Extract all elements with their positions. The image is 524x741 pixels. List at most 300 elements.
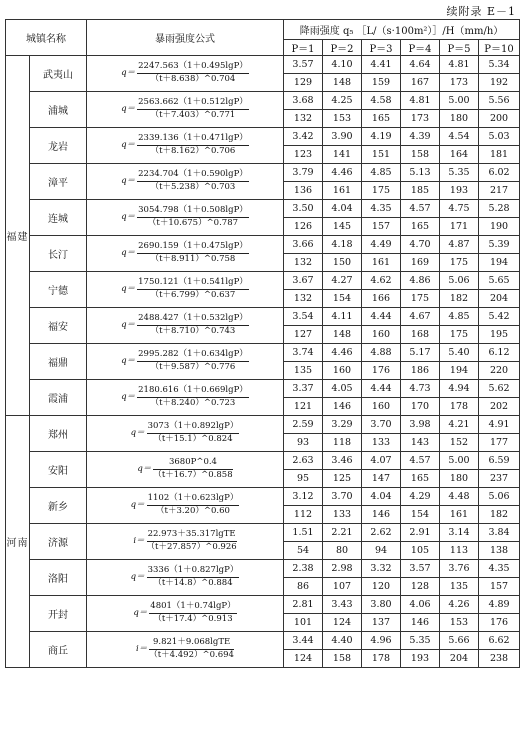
formula-lhs: q＝ xyxy=(130,499,145,510)
formula-denominator: （t＋3.20）^0.60 xyxy=(156,506,230,516)
formula-numerator: 1102（1＋0.623lgP） xyxy=(147,494,240,506)
intensity-h-cell: 160 xyxy=(362,326,401,344)
intensity-q-cell: 6.12 xyxy=(479,344,520,362)
formula-fraction xyxy=(137,314,249,337)
intensity-h-cell: 132 xyxy=(284,254,323,272)
intensity-q-cell: 4.35 xyxy=(479,560,520,578)
intensity-q-cell: 5.62 xyxy=(479,380,520,398)
formula-cell xyxy=(87,452,284,488)
intensity-q-cell: 4.73 xyxy=(401,380,440,398)
formula-denominator: （t＋6.799）^0.637 xyxy=(150,290,236,300)
intensity-q-cell: 5.28 xyxy=(479,200,520,218)
intensity-h-cell: 133 xyxy=(362,434,401,452)
intensity-q-cell: 4.88 xyxy=(362,344,401,362)
intensity-q-cell: 5.40 xyxy=(440,344,479,362)
intensity-h-cell: 157 xyxy=(479,578,520,596)
intensity-h-cell: 160 xyxy=(323,362,362,380)
province-cell: 河南 xyxy=(6,416,30,668)
intensity-q-cell: 3.42 xyxy=(284,128,323,146)
intensity-h-cell: 135 xyxy=(440,578,479,596)
formula-numerator: 2234.704（1＋0.590lgP） xyxy=(137,170,249,182)
intensity-h-cell: 175 xyxy=(362,182,401,200)
formula-lhs: q＝ xyxy=(121,211,136,222)
intensity-q-cell: 5.42 xyxy=(479,308,520,326)
intensity-q-cell: 4.18 xyxy=(323,236,362,254)
formula-cell xyxy=(87,92,284,128)
formula-cell xyxy=(87,416,284,452)
intensity-h-cell: 127 xyxy=(284,326,323,344)
intensity-q-cell: 4.46 xyxy=(323,164,362,182)
intensity-q-cell: 4.39 xyxy=(401,128,440,146)
intensity-h-cell: 138 xyxy=(479,542,520,560)
intensity-q-cell: 4.75 xyxy=(440,200,479,218)
intensity-h-cell: 128 xyxy=(401,578,440,596)
table-row xyxy=(6,452,520,470)
table-row xyxy=(6,524,520,542)
intensity-q-cell: 2.81 xyxy=(284,596,323,614)
intensity-q-cell: 3.80 xyxy=(362,596,401,614)
intensity-h-cell: 150 xyxy=(323,254,362,272)
city-name: 漳平 xyxy=(30,164,87,200)
intensity-h-cell: 204 xyxy=(479,290,520,308)
formula-numerator: 2488.427（1＋0.532lgP） xyxy=(137,314,249,326)
intensity-h-cell: 153 xyxy=(323,110,362,128)
formula-cell xyxy=(87,344,284,380)
formula-lhs: q＝ xyxy=(121,391,136,402)
formula-denominator: （t＋10.675）^0.787 xyxy=(147,218,239,228)
intensity-h-cell: 132 xyxy=(284,110,323,128)
city-name: 商丘 xyxy=(30,632,87,668)
intensity-h-cell: 141 xyxy=(323,146,362,164)
intensity-q-cell: 4.85 xyxy=(440,308,479,326)
intensity-h-cell: 133 xyxy=(323,506,362,524)
intensity-q-cell: 4.04 xyxy=(323,200,362,218)
intensity-h-cell: 193 xyxy=(440,182,479,200)
formula-lhs: q＝ xyxy=(137,463,152,474)
formula-fraction xyxy=(137,134,249,157)
intensity-q-cell: 3.74 xyxy=(284,344,323,362)
city-name: 开封 xyxy=(30,596,87,632)
formula-numerator: 3054.798（1＋0.508lgP） xyxy=(137,206,249,218)
intensity-h-cell: 118 xyxy=(323,434,362,452)
intensity-h-cell: 137 xyxy=(362,614,401,632)
formula-lhs: i＝ xyxy=(136,643,148,654)
table-row xyxy=(6,380,520,398)
intensity-h-cell: 195 xyxy=(479,326,520,344)
intensity-q-cell: 4.58 xyxy=(362,92,401,110)
intensity-h-cell: 161 xyxy=(362,254,401,272)
header-intensity: 降雨强度 q₅ ［L/（s·100m²）］/H（mm/h） xyxy=(284,20,520,40)
intensity-h-cell: 164 xyxy=(440,146,479,164)
intensity-h-cell: 126 xyxy=(284,218,323,236)
intensity-q-cell: 2.62 xyxy=(362,524,401,542)
formula-numerator: 2339.136（1＋0.471lgP） xyxy=(137,134,249,146)
intensity-h-cell: 177 xyxy=(479,434,520,452)
intensity-h-cell: 132 xyxy=(284,290,323,308)
intensity-q-cell: 4.89 xyxy=(479,596,520,614)
intensity-q-cell: 4.25 xyxy=(323,92,362,110)
city-name: 洛阳 xyxy=(30,560,87,596)
intensity-q-cell: 4.48 xyxy=(440,488,479,506)
city-name: 浦城 xyxy=(30,92,87,128)
rainfall-intensity-table xyxy=(5,19,520,668)
intensity-q-cell: 3.68 xyxy=(284,92,323,110)
formula-fraction xyxy=(147,566,240,589)
intensity-q-cell: 4.21 xyxy=(440,416,479,434)
intensity-h-cell: 169 xyxy=(401,254,440,272)
formula-denominator: （t＋8.162）^0.706 xyxy=(150,146,236,156)
formula-cell xyxy=(87,524,284,560)
table-row xyxy=(6,560,520,578)
intensity-q-cell: 4.96 xyxy=(362,632,401,650)
intensity-h-cell: 161 xyxy=(440,506,479,524)
intensity-h-cell: 167 xyxy=(401,74,440,92)
intensity-h-cell: 145 xyxy=(323,218,362,236)
intensity-q-cell: 4.57 xyxy=(401,200,440,218)
intensity-q-cell: 4.41 xyxy=(362,56,401,74)
intensity-h-cell: 86 xyxy=(284,578,323,596)
intensity-q-cell: 4.87 xyxy=(440,236,479,254)
intensity-q-cell: 3.50 xyxy=(284,200,323,218)
intensity-q-cell: 3.70 xyxy=(362,416,401,434)
intensity-q-cell: 3.67 xyxy=(284,272,323,290)
intensity-h-cell: 113 xyxy=(440,542,479,560)
formula-numerator: 2563.662（1＋0.512lgP） xyxy=(137,98,249,110)
city-name: 郑州 xyxy=(30,416,87,452)
intensity-q-cell: 4.94 xyxy=(440,380,479,398)
formula-fraction xyxy=(149,602,236,625)
intensity-h-cell: 152 xyxy=(440,434,479,452)
header-period: P＝2 xyxy=(323,40,362,56)
formula-denominator: （t＋17.4）^0.913 xyxy=(153,614,233,624)
intensity-h-cell: 165 xyxy=(401,470,440,488)
formula-fraction xyxy=(137,98,249,121)
intensity-h-cell: 95 xyxy=(284,470,323,488)
intensity-h-cell: 165 xyxy=(362,110,401,128)
intensity-h-cell: 180 xyxy=(440,470,479,488)
intensity-q-cell: 3.57 xyxy=(401,560,440,578)
intensity-q-cell: 2.98 xyxy=(323,560,362,578)
table-row xyxy=(6,56,520,74)
intensity-q-cell: 6.02 xyxy=(479,164,520,182)
formula-cell xyxy=(87,272,284,308)
intensity-h-cell: 161 xyxy=(323,182,362,200)
intensity-h-cell: 125 xyxy=(323,470,362,488)
city-name: 福鼎 xyxy=(30,344,87,380)
formula-numerator: 2995.282（1＋0.634lgP） xyxy=(137,350,249,362)
intensity-q-cell: 4.85 xyxy=(362,164,401,182)
formula-lhs: q＝ xyxy=(121,319,136,330)
table-row xyxy=(6,200,520,218)
intensity-q-cell: 3.37 xyxy=(284,380,323,398)
formula-denominator: （t＋7.403）^0.771 xyxy=(150,110,236,120)
intensity-q-cell: 3.43 xyxy=(323,596,362,614)
header-town-name: 城镇名称 xyxy=(6,20,87,56)
formula-denominator: （t＋4.492）^0.694 xyxy=(149,650,234,660)
formula-cell xyxy=(87,128,284,164)
formula-fraction xyxy=(137,170,249,193)
formula-lhs: q＝ xyxy=(130,427,145,438)
formula-numerator: 22.973＋35.317lgTE xyxy=(147,530,237,542)
formula-fraction xyxy=(137,62,249,85)
intensity-q-cell: 4.54 xyxy=(440,128,479,146)
intensity-q-cell: 4.46 xyxy=(323,344,362,362)
intensity-q-cell: 4.26 xyxy=(440,596,479,614)
formula-numerator: 1750.121（1＋0.541lgP） xyxy=(137,278,249,290)
intensity-h-cell: 171 xyxy=(440,218,479,236)
intensity-h-cell: 175 xyxy=(440,254,479,272)
intensity-h-cell: 186 xyxy=(401,362,440,380)
formula-fraction xyxy=(153,458,232,481)
table-row xyxy=(6,236,520,254)
formula-fraction xyxy=(149,638,234,661)
formula-denominator: （t＋8.911）^0.758 xyxy=(150,254,236,264)
header-period: P＝4 xyxy=(401,40,440,56)
header-period: P＝3 xyxy=(362,40,401,56)
intensity-q-cell: 4.81 xyxy=(440,56,479,74)
intensity-q-cell: 4.11 xyxy=(323,308,362,326)
formula-cell xyxy=(87,164,284,200)
intensity-h-cell: 80 xyxy=(323,542,362,560)
intensity-q-cell: 5.00 xyxy=(440,92,479,110)
table-row xyxy=(6,92,520,110)
intensity-h-cell: 165 xyxy=(401,218,440,236)
intensity-q-cell: 6.62 xyxy=(479,632,520,650)
city-name: 连城 xyxy=(30,200,87,236)
intensity-q-cell: 4.07 xyxy=(362,452,401,470)
intensity-h-cell: 185 xyxy=(401,182,440,200)
formula-denominator: （t＋9.587）^0.776 xyxy=(150,362,236,372)
intensity-h-cell: 202 xyxy=(479,398,520,416)
intensity-h-cell: 190 xyxy=(479,218,520,236)
formula-fraction xyxy=(137,350,249,373)
intensity-q-cell: 3.44 xyxy=(284,632,323,650)
intensity-h-cell: 158 xyxy=(323,650,362,668)
intensity-q-cell: 5.56 xyxy=(479,92,520,110)
table-row xyxy=(6,128,520,146)
intensity-q-cell: 5.35 xyxy=(401,632,440,650)
intensity-q-cell: 5.35 xyxy=(440,164,479,182)
table-row xyxy=(6,488,520,506)
intensity-h-cell: 124 xyxy=(284,650,323,668)
intensity-h-cell: 204 xyxy=(440,650,479,668)
intensity-h-cell: 148 xyxy=(323,326,362,344)
intensity-q-cell: 3.84 xyxy=(479,524,520,542)
formula-cell xyxy=(87,560,284,596)
header-period: P＝10 xyxy=(479,40,520,56)
intensity-h-cell: 176 xyxy=(479,614,520,632)
formula-numerator: 3336（1＋0.827lgP） xyxy=(147,566,240,578)
intensity-q-cell: 4.06 xyxy=(401,596,440,614)
intensity-h-cell: 217 xyxy=(479,182,520,200)
intensity-h-cell: 157 xyxy=(362,218,401,236)
intensity-q-cell: 3.32 xyxy=(362,560,401,578)
intensity-q-cell: 4.49 xyxy=(362,236,401,254)
city-name: 济源 xyxy=(30,524,87,560)
intensity-q-cell: 3.14 xyxy=(440,524,479,542)
intensity-q-cell: 4.29 xyxy=(401,488,440,506)
intensity-h-cell: 180 xyxy=(440,110,479,128)
intensity-h-cell: 194 xyxy=(479,254,520,272)
intensity-q-cell: 4.57 xyxy=(401,452,440,470)
city-name: 龙岩 xyxy=(30,128,87,164)
intensity-q-cell: 3.57 xyxy=(284,56,323,74)
intensity-h-cell: 158 xyxy=(401,146,440,164)
table-row xyxy=(6,308,520,326)
intensity-q-cell: 4.91 xyxy=(479,416,520,434)
province-cell: 福建 xyxy=(6,56,30,416)
formula-cell xyxy=(87,56,284,92)
city-name: 福安 xyxy=(30,308,87,344)
intensity-h-cell: 178 xyxy=(440,398,479,416)
intensity-h-cell: 136 xyxy=(284,182,323,200)
header-period: P＝1 xyxy=(284,40,323,56)
formula-numerator: 2247.563（1＋0.495lgP） xyxy=(137,62,249,74)
intensity-q-cell: 5.39 xyxy=(479,236,520,254)
intensity-h-cell: 237 xyxy=(479,470,520,488)
intensity-h-cell: 173 xyxy=(401,110,440,128)
formula-denominator: （t＋16.7）^0.858 xyxy=(153,470,233,480)
intensity-q-cell: 4.81 xyxy=(401,92,440,110)
intensity-q-cell: 3.46 xyxy=(323,452,362,470)
formula-numerator: 2690.159（1＋0.475lgP） xyxy=(137,242,249,254)
intensity-q-cell: 4.19 xyxy=(362,128,401,146)
intensity-h-cell: 105 xyxy=(401,542,440,560)
intensity-h-cell: 175 xyxy=(401,290,440,308)
table-row xyxy=(6,416,520,434)
intensity-h-cell: 176 xyxy=(362,362,401,380)
formula-lhs: q＝ xyxy=(121,103,136,114)
formula-denominator: （t＋5.238）^0.703 xyxy=(150,182,236,192)
intensity-q-cell: 4.64 xyxy=(401,56,440,74)
intensity-h-cell: 123 xyxy=(284,146,323,164)
intensity-h-cell: 146 xyxy=(401,614,440,632)
intensity-h-cell: 146 xyxy=(362,506,401,524)
intensity-h-cell: 173 xyxy=(440,74,479,92)
formula-fraction xyxy=(147,422,240,445)
intensity-q-cell: 2.91 xyxy=(401,524,440,542)
formula-fraction xyxy=(137,242,249,265)
intensity-h-cell: 170 xyxy=(401,398,440,416)
formula-fraction xyxy=(147,530,237,553)
intensity-q-cell: 3.76 xyxy=(440,560,479,578)
intensity-q-cell: 4.27 xyxy=(323,272,362,290)
intensity-h-cell: 135 xyxy=(284,362,323,380)
formula-numerator: 9.821＋9.068lgTE xyxy=(149,638,234,650)
intensity-q-cell: 4.86 xyxy=(401,272,440,290)
formula-lhs: q＝ xyxy=(121,355,136,366)
formula-denominator: （t＋14.8）^0.884 xyxy=(153,578,233,588)
intensity-q-cell: 3.98 xyxy=(401,416,440,434)
formula-cell xyxy=(87,488,284,524)
intensity-q-cell: 2.59 xyxy=(284,416,323,434)
city-name: 长汀 xyxy=(30,236,87,272)
intensity-h-cell: 101 xyxy=(284,614,323,632)
intensity-q-cell: 4.04 xyxy=(362,488,401,506)
formula-lhs: i＝ xyxy=(133,535,145,546)
intensity-h-cell: 159 xyxy=(362,74,401,92)
intensity-q-cell: 3.66 xyxy=(284,236,323,254)
intensity-h-cell: 182 xyxy=(440,290,479,308)
intensity-q-cell: 4.67 xyxy=(401,308,440,326)
formula-lhs: q＝ xyxy=(121,67,136,78)
table-body xyxy=(6,56,520,668)
city-name: 霞浦 xyxy=(30,380,87,416)
intensity-h-cell: 168 xyxy=(401,326,440,344)
intensity-q-cell: 4.44 xyxy=(362,380,401,398)
formula-fraction xyxy=(137,206,249,229)
header-formula: 暴雨强度公式 xyxy=(87,20,284,56)
header-period: P＝5 xyxy=(440,40,479,56)
intensity-q-cell: 5.65 xyxy=(479,272,520,290)
intensity-q-cell: 5.03 xyxy=(479,128,520,146)
intensity-q-cell: 3.12 xyxy=(284,488,323,506)
table-row xyxy=(6,272,520,290)
intensity-q-cell: 4.10 xyxy=(323,56,362,74)
intensity-h-cell: 148 xyxy=(323,74,362,92)
intensity-h-cell: 94 xyxy=(362,542,401,560)
intensity-h-cell: 220 xyxy=(479,362,520,380)
formula-lhs: q＝ xyxy=(130,571,145,582)
formula-lhs: q＝ xyxy=(121,175,136,186)
intensity-q-cell: 1.51 xyxy=(284,524,323,542)
intensity-q-cell: 5.66 xyxy=(440,632,479,650)
intensity-h-cell: 107 xyxy=(323,578,362,596)
formula-denominator: （t＋27.857）^0.926 xyxy=(146,542,237,552)
intensity-h-cell: 154 xyxy=(401,506,440,524)
intensity-q-cell: 2.38 xyxy=(284,560,323,578)
intensity-h-cell: 93 xyxy=(284,434,323,452)
intensity-q-cell: 4.35 xyxy=(362,200,401,218)
table-row xyxy=(6,632,520,650)
intensity-q-cell: 3.79 xyxy=(284,164,323,182)
formula-fraction xyxy=(137,386,249,409)
intensity-h-cell: 166 xyxy=(362,290,401,308)
formula-lhs: q＝ xyxy=(121,139,136,150)
intensity-q-cell: 5.00 xyxy=(440,452,479,470)
intensity-h-cell: 124 xyxy=(323,614,362,632)
intensity-h-cell: 120 xyxy=(362,578,401,596)
formula-cell xyxy=(87,596,284,632)
intensity-h-cell: 178 xyxy=(362,650,401,668)
intensity-q-cell: 5.17 xyxy=(401,344,440,362)
intensity-q-cell: 3.90 xyxy=(323,128,362,146)
appendix-caption: 续附录 E－1 xyxy=(446,5,516,18)
intensity-h-cell: 153 xyxy=(440,614,479,632)
intensity-q-cell: 5.34 xyxy=(479,56,520,74)
intensity-h-cell: 200 xyxy=(479,110,520,128)
intensity-q-cell: 4.40 xyxy=(323,632,362,650)
formula-lhs: q＝ xyxy=(121,283,136,294)
formula-numerator: 4801（1＋0.74lgP） xyxy=(149,602,236,614)
city-name: 安阳 xyxy=(30,452,87,488)
table-row xyxy=(6,164,520,182)
intensity-h-cell: 121 xyxy=(284,398,323,416)
intensity-q-cell: 3.70 xyxy=(323,488,362,506)
intensity-q-cell: 4.62 xyxy=(362,272,401,290)
intensity-h-cell: 129 xyxy=(284,74,323,92)
formula-cell xyxy=(87,632,284,668)
intensity-q-cell: 5.06 xyxy=(479,488,520,506)
intensity-h-cell: 54 xyxy=(284,542,323,560)
intensity-q-cell: 3.29 xyxy=(323,416,362,434)
intensity-h-cell: 151 xyxy=(362,146,401,164)
intensity-q-cell: 4.05 xyxy=(323,380,362,398)
intensity-h-cell: 238 xyxy=(479,650,520,668)
intensity-q-cell: 3.54 xyxy=(284,308,323,326)
intensity-q-cell: 4.70 xyxy=(401,236,440,254)
intensity-q-cell: 5.13 xyxy=(401,164,440,182)
